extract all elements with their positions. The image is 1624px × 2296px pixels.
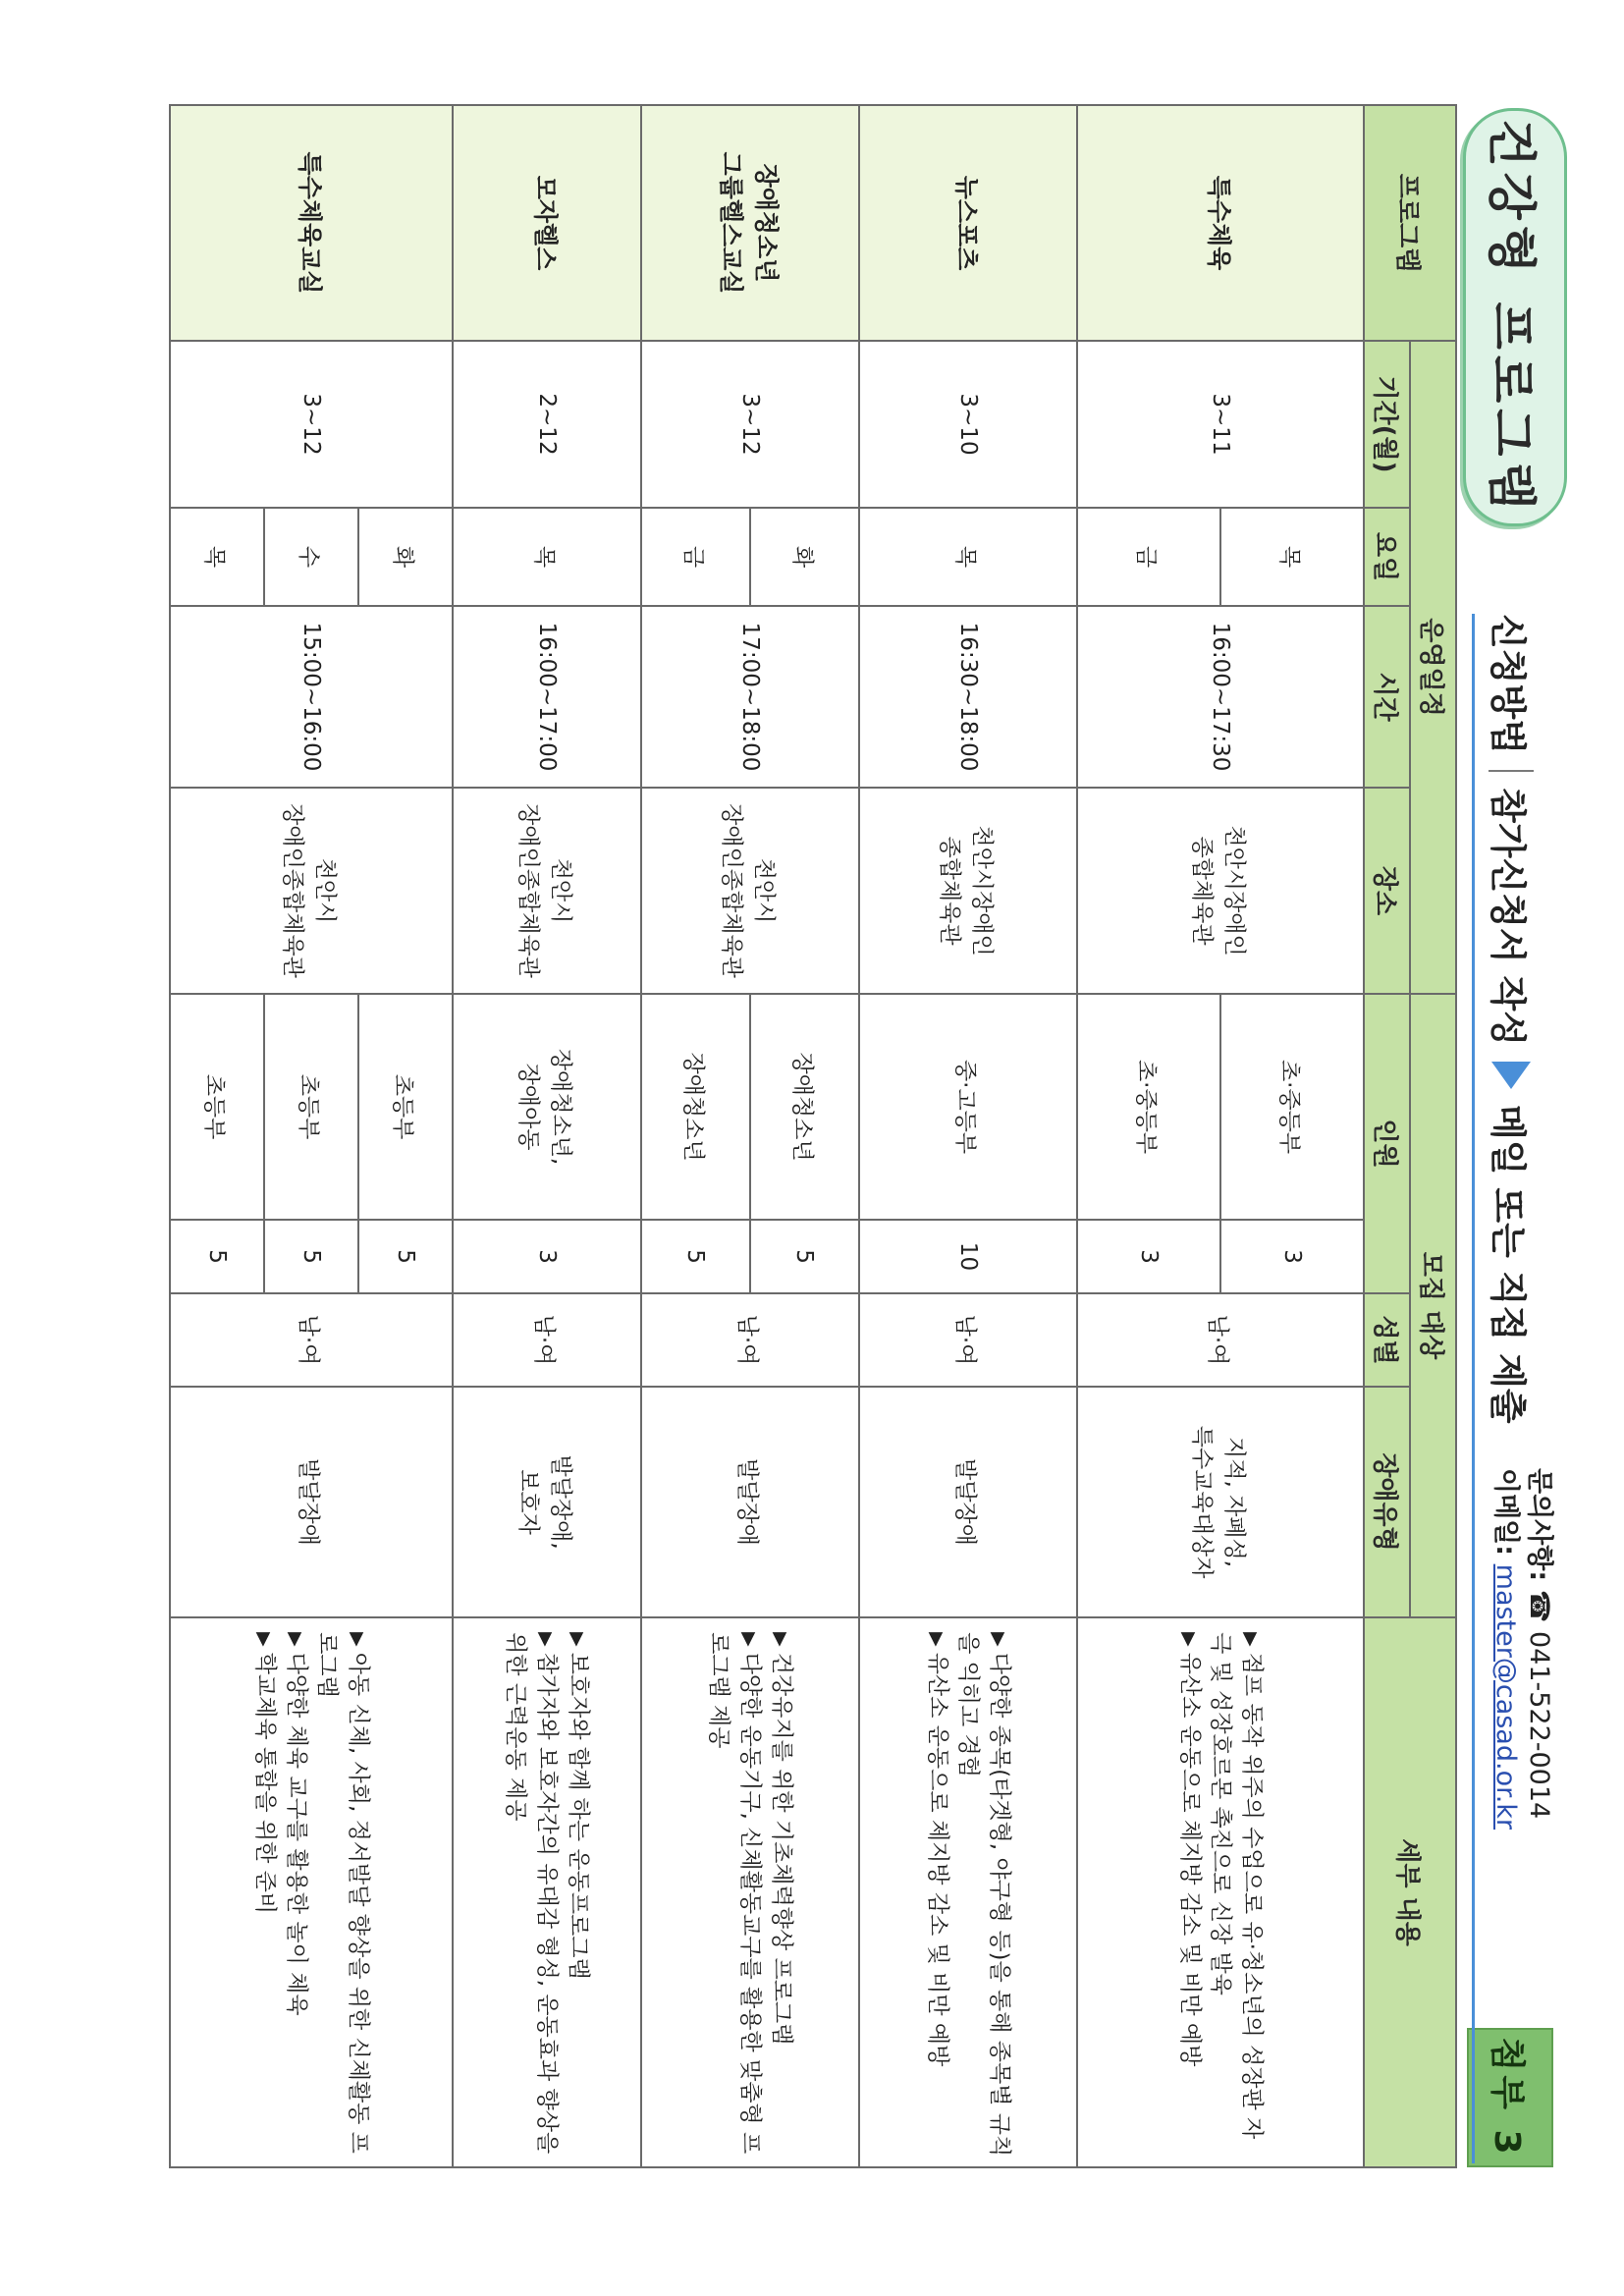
program-name: 특수체육교실: [170, 105, 453, 341]
day-cell: 화: [750, 508, 859, 606]
time-cell: 16:30~18:00: [859, 606, 1077, 788]
place-cell: 천안시 장애인종합체육관: [453, 788, 641, 994]
header-target: 인원: [1364, 994, 1410, 1293]
header-program: 프로그램: [1364, 105, 1456, 341]
table-row: [859, 105, 1077, 2167]
arrow-right-icon: [1491, 1062, 1531, 1089]
gender-cell: 남·여: [1077, 1293, 1364, 1387]
target-cell: 장애청소년, 장애아동: [453, 994, 641, 1220]
detail-item: ▶ 참가자와 보호자간의 유대감 형성, 운동효과 향상을 위한 근력운동 제공: [501, 1632, 563, 2160]
header-detail: 세부 내용: [1364, 1617, 1456, 2167]
disability-cell: 발달장애: [859, 1387, 1077, 1617]
target-cell: 초·중등부: [1220, 994, 1364, 1220]
header-disability: 장애유형: [1364, 1387, 1410, 1617]
count-cell: 5: [170, 1220, 264, 1293]
table-row: [358, 105, 453, 2167]
period-cell: 3~12: [170, 341, 453, 508]
divider: [1489, 770, 1534, 772]
detail-cell: [170, 1617, 453, 2167]
detail-cell: [641, 1617, 859, 2167]
time-cell: 16:00~17:30: [1077, 606, 1364, 788]
program-rows: [170, 105, 1364, 2167]
count-cell: 5: [750, 1220, 859, 1293]
header-row-1: [1410, 105, 1456, 2167]
header-time: 시간: [1364, 606, 1410, 788]
gender-cell: 남·여: [453, 1293, 641, 1387]
time-cell: 17:00~18:00: [641, 606, 859, 788]
target-cell: 초등부: [170, 994, 264, 1220]
day-cell: 목: [170, 508, 264, 606]
apply-step-1: 참가신청서 작성: [1487, 787, 1529, 1047]
disability-cell: 발달장애: [641, 1387, 859, 1617]
gender-cell: 남·여: [641, 1293, 859, 1387]
detail-item: ▶ 학교체육 통합을 위한 준비: [249, 1632, 281, 2160]
day-cell: 수: [264, 508, 358, 606]
target-cell: 초등부: [264, 994, 358, 1220]
program-name: 뉴스포츠: [859, 105, 1077, 341]
disability-cell: 발달장애, 보호자: [453, 1387, 641, 1617]
detail-item: ▶ 다양한 운동기구, 신체활동교구를 활용한 맞춤형 프로그램 제공: [704, 1632, 766, 2160]
count-cell: 5: [641, 1220, 750, 1293]
divider-line: [1472, 614, 1475, 2163]
table-row: [750, 105, 859, 2167]
count-cell: 5: [358, 1220, 453, 1293]
contact-info: [1489, 1468, 1555, 1979]
target-cell: 초·중등부: [1077, 994, 1220, 1220]
attachment-badge: 첨부 3: [1467, 2028, 1553, 2167]
detail-cell: [859, 1617, 1077, 2167]
place-cell: 천안시장애인 종합체육관: [859, 788, 1077, 994]
place-cell: 천안시 장애인종합체육관: [170, 788, 453, 994]
count-cell: 5: [264, 1220, 358, 1293]
target-cell: 장애청소년: [641, 994, 750, 1220]
day-cell: 금: [1077, 508, 1220, 606]
disability-cell: 발달장애: [170, 1387, 453, 1617]
period-cell: 3~12: [641, 341, 859, 508]
target-cell: 장애청소년: [750, 994, 859, 1220]
period-cell: 3~11: [1077, 341, 1364, 508]
application-method: [1473, 614, 1549, 1458]
gender-cell: 남·여: [859, 1293, 1077, 1387]
time-cell: 15:00~16:00: [170, 606, 453, 788]
phone-number: ☎ 041-522-0014: [1524, 1589, 1554, 1820]
count-cell: 3: [453, 1220, 641, 1293]
table-row: [1220, 105, 1364, 2167]
program-name: 장애청소년 그룹헬스교실: [641, 105, 859, 341]
apply-step-2: 메일 또는 직접 제출: [1487, 1105, 1529, 1424]
table-row: [453, 105, 641, 2167]
day-cell: 금: [641, 508, 750, 606]
detail-item: ▶ 다양한 체육 교구를 활용한 놀이 체육: [281, 1632, 312, 2160]
time-cell: 16:00~17:00: [453, 606, 641, 788]
phone-label: 문의사항:: [1524, 1468, 1554, 1582]
disability-cell: 지적, 자폐성, 특수교육대상자: [1077, 1387, 1364, 1617]
period-cell: 2~12: [453, 341, 641, 508]
detail-item: ▶ 다양한 종목(타겟형, 야구형 등)을 통해 종목별 규칙을 익히고 경험: [953, 1632, 1015, 2160]
place-cell: 천안시 장애인종합체육관: [641, 788, 859, 994]
day-cell: 목: [453, 508, 641, 606]
program-name: 특수체육: [1077, 105, 1364, 341]
detail-item: ▶ 건강유지를 위한 기초체력향상 프로그램: [766, 1632, 797, 2160]
detail-item: ▶ 아동 신체, 사회, 정서발달 향상을 위한 신체활동 프로그램: [312, 1632, 374, 2160]
detail-cell: [1077, 1617, 1364, 2167]
count-cell: 3: [1077, 1220, 1220, 1293]
header-place: 장소: [1364, 788, 1410, 994]
detail-item: ▶ 점프 동작 위주의 수업으로 유·청소년의 성장판 자극 및 성장호르몬 촉진으로 신장 발육: [1206, 1632, 1268, 2160]
target-cell: 중·고등부: [859, 994, 1077, 1220]
count-cell: 3: [1220, 1220, 1364, 1293]
header-recruit: 모집 대상: [1410, 994, 1456, 1617]
period-cell: 3~10: [859, 341, 1077, 508]
detail-item: ▶ 유산소 운동으로 체지방 감소 및 비만 예방: [922, 1632, 953, 2160]
program-table: [169, 104, 1457, 2168]
day-cell: 목: [1220, 508, 1364, 606]
place-cell: 천안시장애인 종합체육관: [1077, 788, 1364, 994]
header-gender: 성별: [1364, 1293, 1410, 1387]
email-label: 이메일:: [1490, 1468, 1521, 1557]
page-title: 건강형 프로그램: [1463, 108, 1567, 526]
header-day: 요일: [1364, 508, 1410, 606]
day-cell: 목: [859, 508, 1077, 606]
detail-cell: [453, 1617, 641, 2167]
day-cell: 화: [358, 508, 453, 606]
email-link[interactable]: master@casad.or.kr: [1490, 1563, 1521, 1831]
program-name: 모자헬스: [453, 105, 641, 341]
detail-item: ▶ 유산소 운동으로 체지방 감소 및 비만 예방: [1174, 1632, 1206, 2160]
target-cell: 초등부: [358, 994, 453, 1220]
gender-cell: 남·여: [170, 1293, 453, 1387]
detail-item: ▶ 보호자와 함께 하는 운동프로그램: [563, 1632, 594, 2160]
count-cell: 10: [859, 1220, 1077, 1293]
header-schedule: 운영일정: [1410, 341, 1456, 994]
apply-method-label: 신청방법: [1487, 614, 1529, 754]
header-period: 기간(월): [1364, 341, 1410, 508]
